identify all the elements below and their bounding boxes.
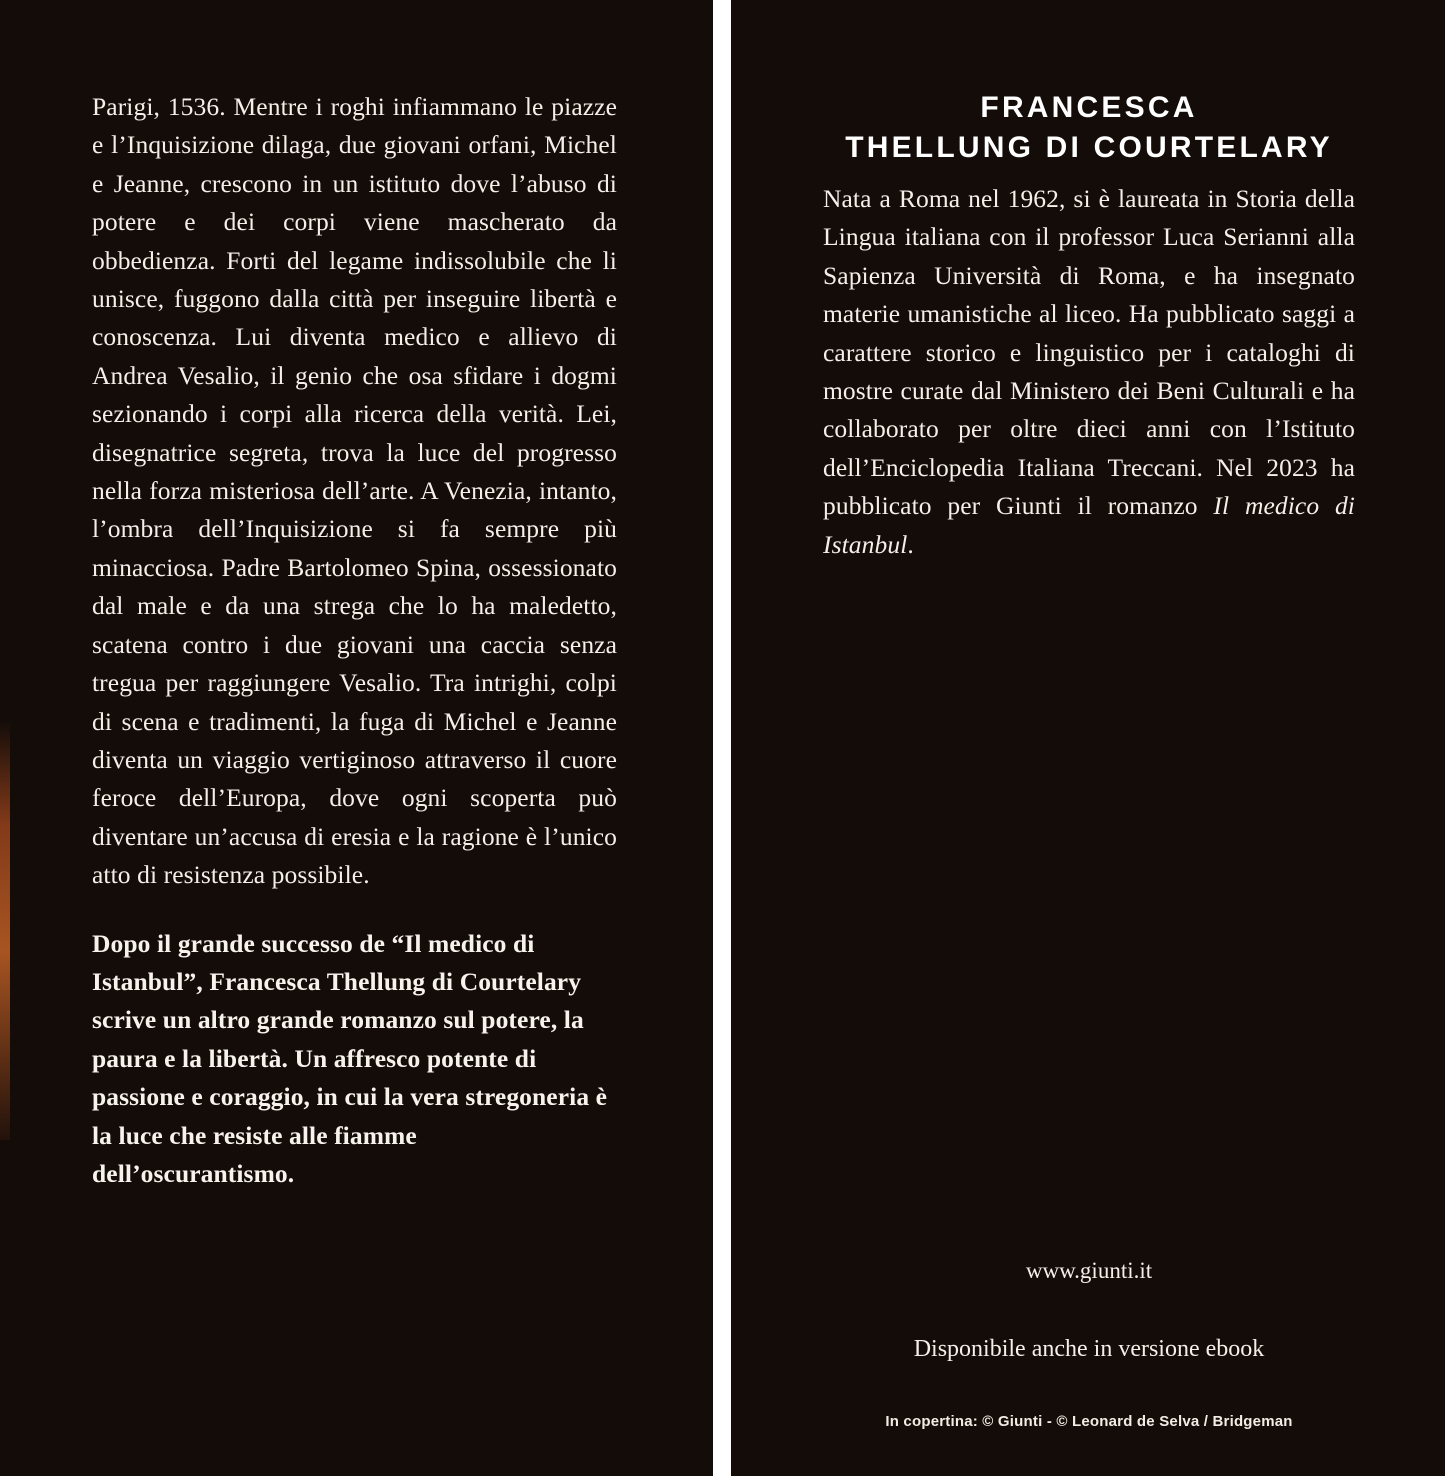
cover-artwork-edge	[0, 720, 10, 1140]
author-name-line-1: FRANCESCA	[980, 91, 1198, 124]
back-cover-highlight: Dopo il grande successo de “Il medico di Istanbul”, Francesca Thellung di Courtelary scrive un altro grande romanzo sul potere, la paura e la libertà. Un affresco potente di passione e coraggio, in cui la vera stregoneria è la luce che resiste alle fiamme dell’oscurantismo.	[92, 928, 608, 1188]
author-name-line-2: THELLUNG DI COURTELARY	[845, 131, 1333, 164]
flap-footer	[823, 1256, 1355, 1432]
author-bio-book-title: Il medico di Istanbul	[823, 491, 1355, 559]
ebook-availability-note: Disponibile anche in versione ebook	[913, 1336, 1265, 1362]
author-flap-panel	[731, 0, 1445, 1476]
publisher-website[interactable]: www.giunti.it	[1025, 1258, 1153, 1283]
back-cover-blurb: Parigi, 1536. Mentre i roghi infiammano le piazze e l’Inquisizione dilaga, due giovani orfani, Michel e Jeanne, crescono in un istituto dove l’abuso di potere e dei corpi viene mascherato da obbedienza. Forti del legame indissolubile che li unisce, fuggono dalla città per inseguire libertà e conoscenza. Lui diventa medico e allievo di Andrea Vesalio, il genio che osa sfidare i dogmi sezionando i corpi alla ricerca della verità. Lei, disegnatrice segreta, trova la luce del progresso nella forza misteriosa dell’arte. A Venezia, intanto, l’ombra dell’Inquisizione si fa sempre più minacciosa. Padre Bartolomeo Spina, ossessionato dal male e da una strega che lo ha maledetto, scatena contro i due giovani una caccia senza tregua per raggiungere Vesalio. Tra intrighi, colpi di scena e tradimenti, la fuga di Michel e Jeanne diventa un viaggio vertiginoso attraverso il cuore feroce dell’Europa, dove ogni scoperta può diventare un’accusa di eresia e la ragione è l’unico atto di resistenza possibile.	[92, 92, 617, 890]
author-bio-text: Nata a Roma nel 1962, si è laureata in Storia della Lingua italiana con il professor Luca Serianni alla Sapienza Università di Roma, e ha insegnato materie umanistiche al liceo. Ha pubblicato saggi a carattere storico e linguistico per i cataloghi di mostre curate dal Ministero dei Beni Culturali e ha collaborato per oltre dieci anni con l’Istituto dell’Enciclopedia Italiana Treccani. Nel 2023 ha pubblicato per Giunti il romanzo	[823, 184, 1355, 521]
author-bio	[823, 180, 1355, 564]
spread-gutter	[713, 0, 731, 1476]
cover-image-credits: In copertina: © Giunti - © Leonard de Selva / Bridgeman	[885, 1413, 1293, 1430]
author-name	[823, 88, 1355, 168]
author-bio-text-end: .	[907, 529, 914, 559]
back-cover-panel	[0, 0, 713, 1476]
